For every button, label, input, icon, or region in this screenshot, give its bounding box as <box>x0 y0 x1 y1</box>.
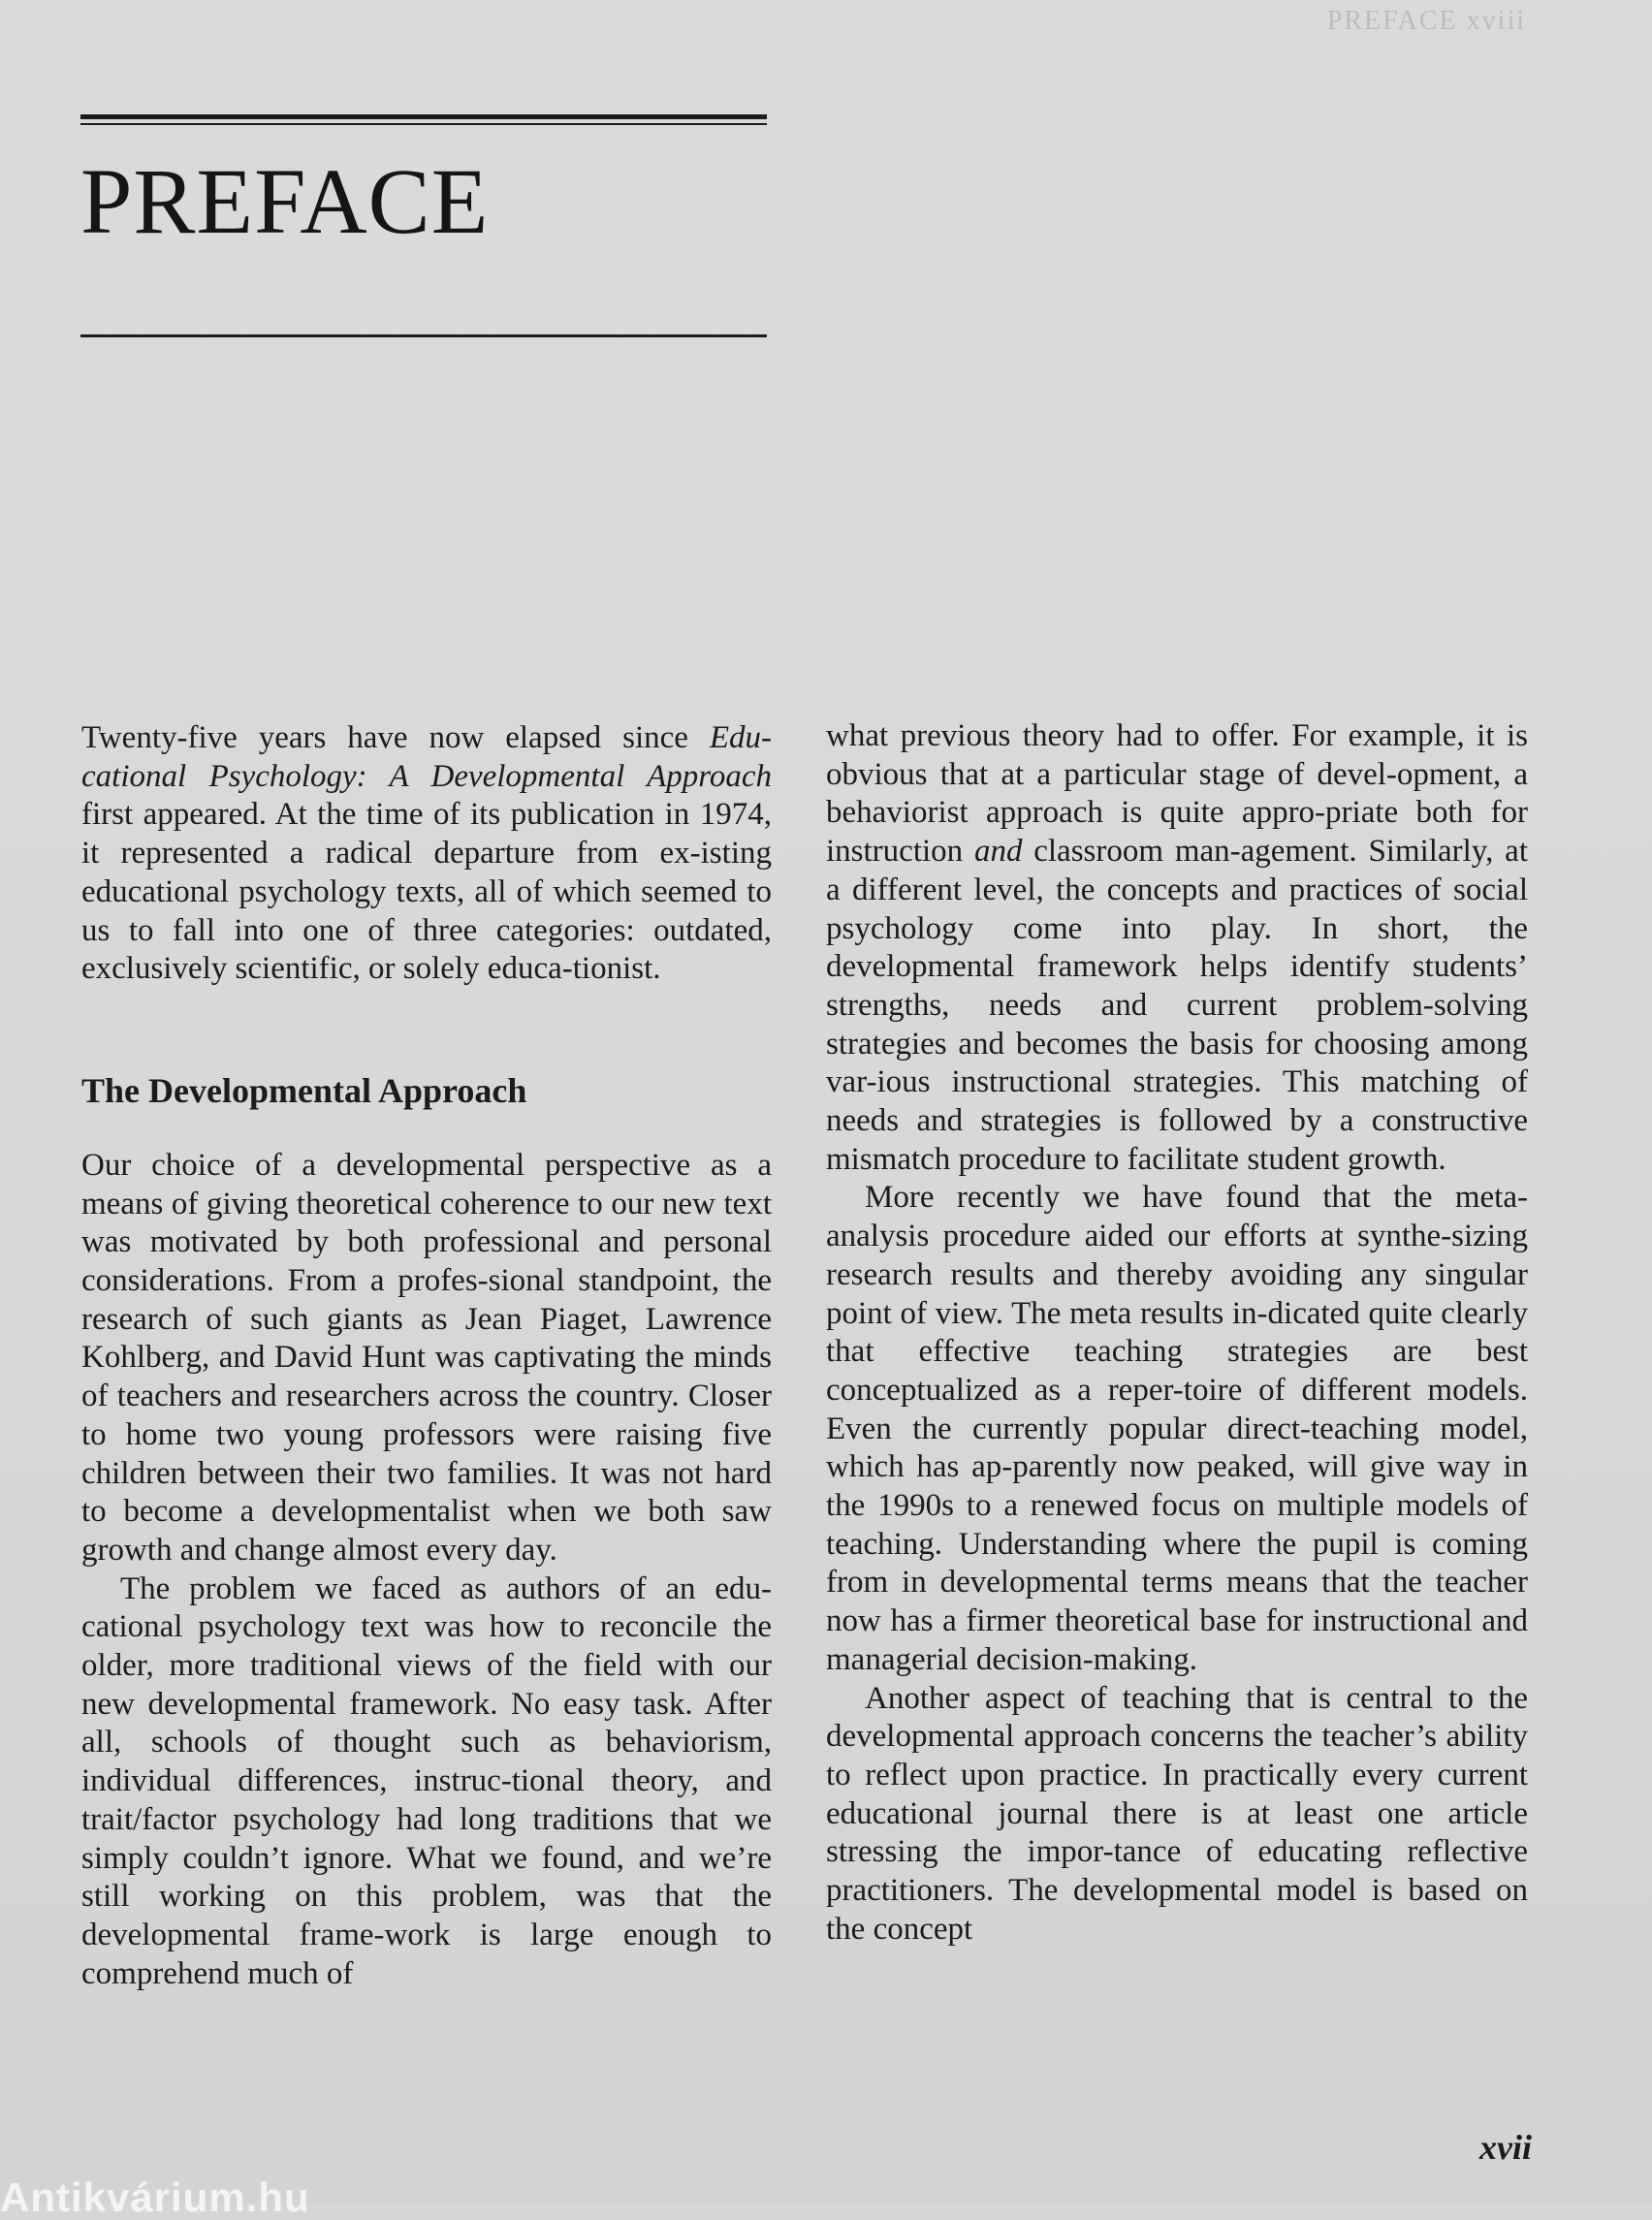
top-double-rule <box>80 114 767 125</box>
watermark: Antikvárium.hu <box>0 2174 310 2220</box>
body-paragraph: what previous theory had to offer. For example, it is obvious that at a particular stage of devel-opment, a behaviorist approach is quite appro-priate both for instruction and classroom man-agement. Similarly, at a different level, the concepts and practices of social psychology come into play. In short, the developmental framework helps identify students’ strengths, needs and current problem-solving strategies and becomes the basis for choosing among var-ious instructional strategies. This matching of needs and strategies is followed by a constructive mismatch procedure to facilitate student growth. <box>826 718 1528 1177</box>
body-paragraph: Our choice of a developmental perspective as a means of giving theoretical coherence to our new text was motivated by both professional and personal considerations. From a profes-sional standpoint, the research of such giants as Jean Piaget, Lawrence Kohlberg, and David Hunt was captivating the minds of teachers and researchers across the country. Closer to home two young professors were raising five children between their two families. It was not hard to become a developmentalist when we both saw growth and change almost every day. <box>81 1147 772 1568</box>
intro-paragraph: Twenty-five years have now elapsed since Edu- cational Psychology: A Developmental Approach first appeared. At the time of its publication in 1974, it represented a radical departure from ex-isting educational psychology texts, all of which seemed to us to fall into one of three categories: outdated, exclusively scientific, or solely educa-tionist. <box>81 720 773 987</box>
page-number: xvii <box>1479 2128 1532 2167</box>
body-paragraph: Another aspect of teaching that is central to the developmental approach concerns the teacher’s ability to reflect upon practice. In practically every current educational journal there is at least one article stressing the impor-tance of educating reflective practitioners. The developmental model is based on the concept <box>826 1680 1528 1947</box>
body-paragraph: More recently we have found that the meta-analysis procedure aided our efforts at synthe-sizing research results and thereby avoiding any singular point of view. The meta results in-dicated quite clearly that effective teaching strategies are best conceptualized as a reper-toire of different models. Even the currently popular direct-teaching model, which has ap-parently now peaked, will give way in the 1990s to a renewed focus on multiple models of teaching. Understanding where the pupil is coming from in developmental terms means that the teacher now has a firmer theoretical base for instructional and managerial decision-making. <box>826 1180 1528 1677</box>
left-column <box>81 719 772 1993</box>
section-heading: The Developmental Approach <box>81 1070 527 1110</box>
body-paragraph: The problem we faced as authors of an edu-cational psychology text was how to reconcile the older, more traditional views of the field with our new developmental framework. No easy task. After all, schools of thought such as behaviorism, individual differences, instruc-tional theory, and trait/factor psychology had long traditions that we simply couldn’t ignore. What we found, and we’re still working on this problem, was that the developmental frame-work is large enough to comprehend much of <box>81 1570 772 1991</box>
title-underline-rule <box>80 334 767 337</box>
emphasis-and: and <box>973 834 1023 870</box>
book-title-italic-2: cational Psychology: A Developmental Approach <box>81 758 772 794</box>
book-title-italic-1: Edu- <box>709 720 772 755</box>
right-column <box>826 717 1528 1950</box>
bleed-through-header: PREFACE xviii <box>1326 6 1526 36</box>
page-title: PREFACE <box>80 149 490 253</box>
